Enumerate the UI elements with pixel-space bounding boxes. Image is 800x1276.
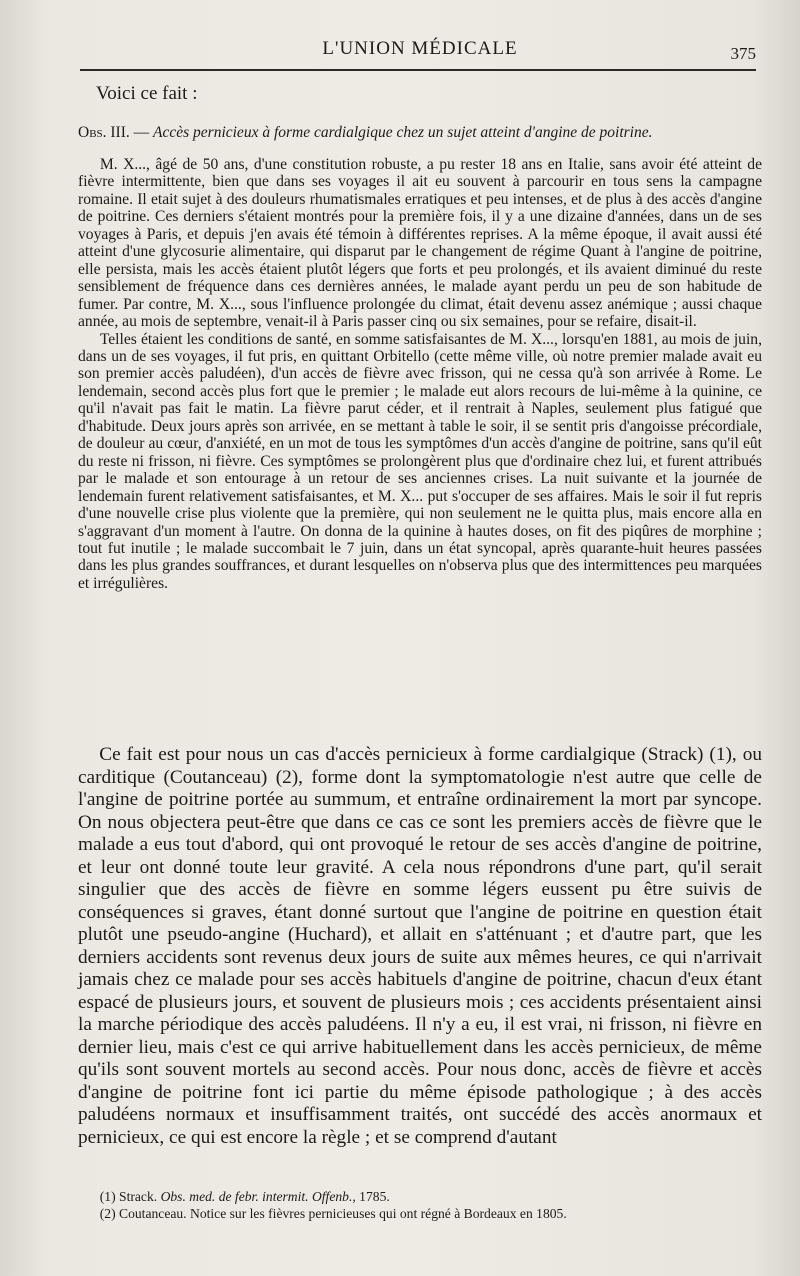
footnote-rest: Notice sur les fièvres pernicieuses qui ont régné à Bordeaux en 1805. (190, 1206, 567, 1221)
page-number: 375 (730, 44, 756, 63)
footnote-number: (2) (99, 1206, 116, 1221)
commentary-paragraph: Ce fait est pour nous un cas d'accès pernicieux à forme cardialgique (Strack) (1), ou carditique (Coutanceau) (2), forme dont la symptomatologie n'est autre que celle de l'angine de poitrine portée au summum, et entraîne ordinairement la mort par syncope. On nous objectera peut-être que dans ce cas ce sont les premiers accès de fièvre que le malade a eus tout d'abord, qui ont provoqué le retour de ses accès d'angine de poitrine, et leur ont donné toute leur gravité. A cela nous répondrons d'une part, qu'il serait singulier que des accès de fièvre en somme légers eussent pu être suivis de conséquences si graves, étant donné surtout que l'angine de poitrine en question était plutôt une pseudo-angine (Huchard), et allait en s'atténuant ; et d'autre part, que les derniers accidents sont revenus deux jours de suite aux mêmes heures, ce qui n'arrivait jamais chez ce malade pour ses accès habituels d'angine de poitrine, chacun d'eux étant espacé de plusieurs jours, et souvent de plusieurs mois ; ces accidents présentaient ainsi la marche périodique des accès paludéens. Il n'y a eu, il est vrai, ni frisson, ni fièvre en dernier lieu, mais c'est ce qui arrive habituellement dans les accès pernicieux, de même qu'ils sont souvent mortels au second accès. Pour nous donc, accès de fièvre et accès d'angine de poitrine font ici partie du même épisode pathologique ; à des accès paludéens normaux et insuffisamment traités, ont succédé des accès anormaux et pernicieux, ce qui est encore la règle ; et se comprend d'autant (78, 744, 762, 1148)
observation-dash: — (129, 124, 154, 141)
header-rule (80, 69, 756, 71)
footnote (78, 1205, 762, 1222)
case-paragraph: Telles étaient les conditions de santé, en somme satisfaisantes de M. X..., lorsqu'en 1881, au mois de juin, dans un de ses voyages, il fut pris, en quittant Orbitello (cette même ville, où notre premier malade avait eu son premier accès paludéen), d'un accès de fièvre avec frisson, qui ne cessa qu'à son arrivée à Rome. Le lendemain, second accès plus fort que le premier ; le malade eut alors recours de lui-même à la quinine, ce qu'il n'avait pas fait le matin. La fièvre parut céder, et il rentrait à Naples, seulement plus fatigué que d'habitude. Deux jours après son arrivée, en se mettant à table le soir, il se sentit pris d'angoisse précordiale, de douleur au cœur, d'anxiété, en un mot de tous les symptômes d'un accès d'angine de poitrine, sans qu'il eût du reste ni frisson, ni fièvre. Ces symptômes se prolongèrent plus que d'ordinaire chez lui, et furent attribués par le malade et son entourage à un retour de ses anciennes crises. La nuit suivante et la journée de lendemain furent relativement satisfaisantes, et M. X... put s'occuper de ses affaires. Mais le soir il fut repris d'une nouvelle crise plus violente que la première, qui non seulement ne le quitta plus, mais encore alla en s'aggravant d'un moment à l'autre. On donna de la quinine à hautes doses, on fit des piqûres de morphine ; tout fut inutile ; le malade succombait le 7 juin, dans un état syncopal, après quarante-huit heures passées dans les plus grandes souffrances, et durant lesquelles on n'observa plus que des intermittences peu marquées et irrégulières. (78, 330, 762, 592)
journal-title: L'UNION MÉDICALE (322, 38, 518, 59)
observation-title: Accès pernicieux à forme cardialgique chez un sujet atteint d'angine de poitrine. (153, 124, 653, 141)
footnote-rest: 1785. (359, 1189, 390, 1204)
footnote-author: Coutanceau. (119, 1206, 187, 1221)
running-head (80, 34, 760, 68)
case-report (78, 156, 762, 592)
observation-label: Obs. III. (78, 124, 130, 141)
footnote-source: Obs. med. de febr. intermit. Offenb., (160, 1189, 356, 1204)
footnote-number: (1) (99, 1189, 116, 1204)
footnote (78, 1188, 762, 1205)
case-paragraph: M. X..., âgé de 50 ans, d'une constitution robuste, a pu rester 18 ans en Italie, sans avoir été atteint de fièvre intermittente, bien que dans ses voyages il ait eu souvent à parcourir en tous sens la campagne romaine. Il etait sujet à des douleurs rhumatismales erratiques et peu intenses, et de plus à des accès d'angine de poitrine. Ces derniers s'étaient montrés pour la première fois, il y a une dizaine d'années, dans un de ses voyages à Paris, et depuis j'en avais été témoin à différentes reprises. A la même époque, il avait aussi été atteint d'une glycosurie alimentaire, qui disparut par le changement de régime Quant à l'angine de poitrine, elle persista, mais les accès étaient plutôt légers que forts et peu prolongés, et ils avaient diminué du reste sensiblement de fréquence dans ces dernières années, le malade ayant perdu un peu de son habitude de fumer. Par contre, M. X..., sous l'influence prolongée du climat, était devenu assez anémique ; aussi chaque année, au mois de septembre, venait-il à Paris passer cinq ou six semaines, pour se refaire, disait-il. (78, 156, 762, 331)
footnote-author: Strack. (119, 1189, 158, 1204)
footnotes (78, 1188, 762, 1222)
commentary-text (78, 744, 762, 1149)
observation-heading (78, 124, 756, 142)
intro-line: Voici ce fait : (96, 83, 198, 104)
